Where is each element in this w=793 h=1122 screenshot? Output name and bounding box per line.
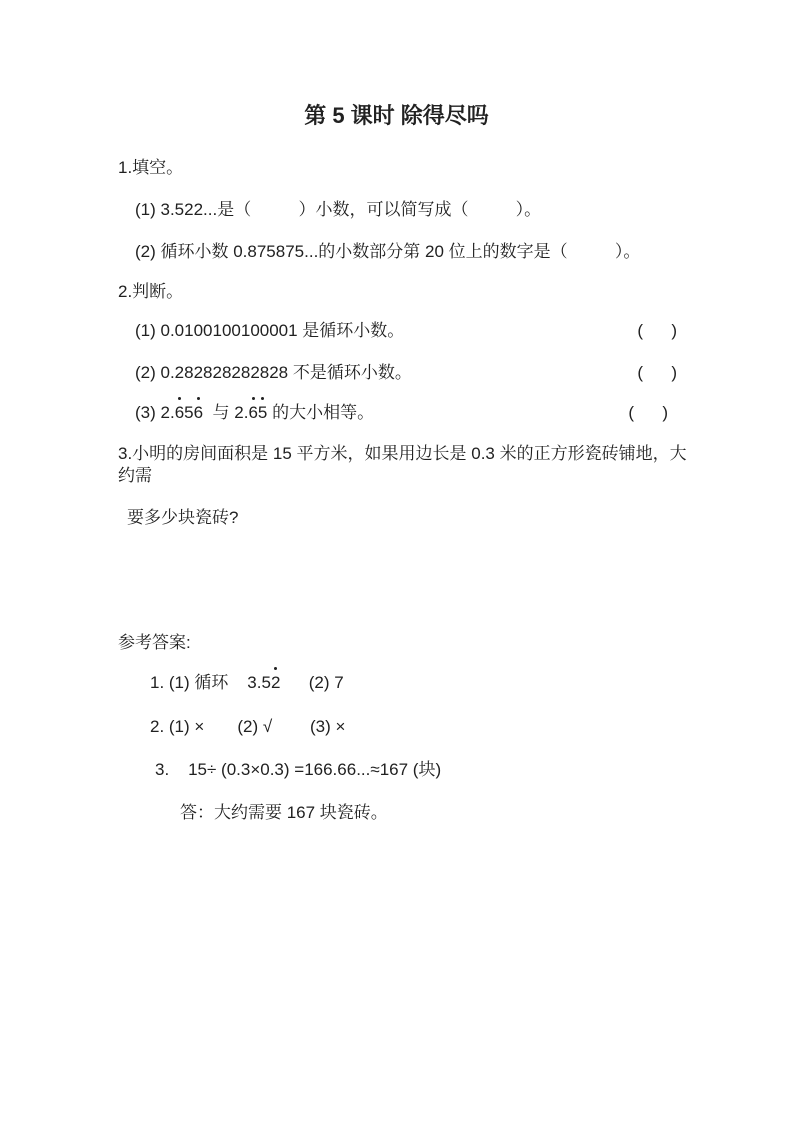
- answer-line-1-pre: 1. (1) 循环 3.5: [150, 673, 271, 692]
- repeating-digit: 6: [248, 403, 258, 422]
- judge-item-3-text: [135, 402, 374, 424]
- page-title: 第 5 课时 除得尽吗: [304, 103, 489, 128]
- judge-item-3: [118, 402, 703, 424]
- judge-item-1-text: (1) 0.0100100100001 是循环小数。: [135, 321, 405, 340]
- judge-item-3-post: 的大小相等。: [267, 403, 375, 422]
- judge-item-1: [118, 320, 703, 342]
- section2-heading: 2.判断。: [118, 282, 184, 301]
- fill-blank-item-1: (1) 3.522...是（ ）小数，可以简写成（ ）。: [135, 200, 542, 219]
- judge-item-3-answer-blank: ( ): [628, 403, 668, 422]
- repeating-digit: 6: [174, 403, 185, 422]
- word-problem-line-1: 3.小明的房间面积是 15 平方米，如果用边长是 0.3 米的正方形瓷砖铺地，大约需: [118, 444, 687, 485]
- judge-item-3-mid: 与 2.: [203, 403, 249, 422]
- judge-item-1-answer-blank: ( ): [637, 321, 677, 340]
- plain-digit: 5: [184, 403, 194, 422]
- repeating-digit: 5: [257, 403, 268, 422]
- answer-line-1: [118, 672, 703, 694]
- answer-line-2: 2. (1) × (2) √ (3) ×: [150, 717, 346, 736]
- judge-item-2-text: (2) 0.282828282828 不是循环小数。: [135, 363, 412, 382]
- judge-item-3-pre: (3) 2.: [135, 403, 175, 422]
- word-problem-line-2: 要多少块瓷砖?: [127, 508, 239, 527]
- fill-blank-item-2: (2) 循环小数 0.875875...的小数部分第 20 位上的数字是（ ）。: [135, 242, 641, 261]
- answer-line-4: 答：大约需要 167 块瓷砖。: [180, 803, 388, 822]
- judge-item-2-answer-blank: ( ): [637, 363, 677, 382]
- repeating-digit: 6: [193, 403, 204, 422]
- judge-item-2: [118, 362, 703, 384]
- repeating-digit: 2: [270, 673, 281, 692]
- section1-heading: 1.填空。: [118, 158, 184, 177]
- answers-heading: 参考答案:: [118, 633, 191, 652]
- answer-line-3: 3. 15÷ (0.3×0.3) =166.66...≈167 (块): [155, 760, 442, 779]
- answer-line-1-post: (2) 7: [280, 673, 344, 692]
